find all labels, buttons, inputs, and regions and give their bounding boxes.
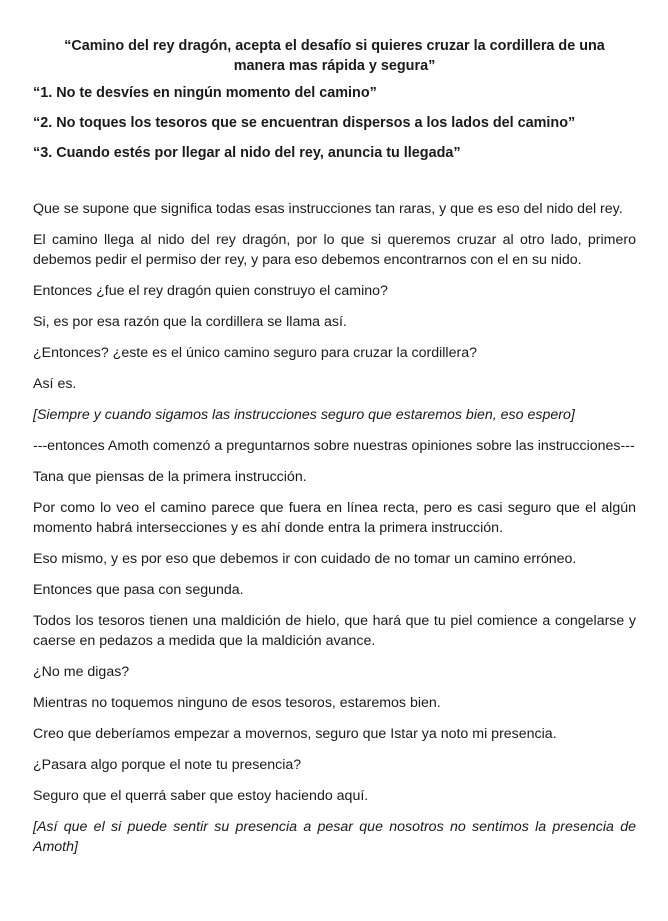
rule-2: “2. No toques los tesoros que se encuentran dispersos a los lados del camino” <box>33 115 576 131</box>
paragraph: Entonces ¿fue el rey dragón quien construyo el camino? <box>33 283 388 299</box>
document-title: “Camino del rey dragón, acepta el desafío si quieres cruzar la cordillera de una manera mas rápida y segura” <box>64 38 605 74</box>
thought-paragraph: [Así que el si puede sentir su presencia a pesar que nosotros no sentimos la presencia de Amoth] <box>33 819 636 855</box>
rule-1: “1. No te desvíes en ningún momento del camino” <box>33 85 377 101</box>
paragraph: Creo que deberíamos empezar a movernos, seguro que Istar ya noto mi presencia. <box>33 726 557 742</box>
paragraph: Que se supone que significa todas esas instrucciones tan raras, y que es eso del nido del rey. <box>33 201 623 217</box>
paragraph: ¿Entonces? ¿este es el único camino seguro para cruzar la cordillera? <box>33 345 477 361</box>
paragraph: Seguro que el querrá saber que estoy haciendo aquí. <box>33 788 369 804</box>
paragraph: Entonces que pasa con segunda. <box>33 582 244 598</box>
paragraph: Tana que piensas de la primera instrucción. <box>33 469 307 485</box>
paragraph: Por como lo veo el camino parece que fuera en línea recta, pero es casi seguro que el algún momento habrá intersecciones y es ahí donde entra la primera instrucción. <box>33 500 636 536</box>
paragraph: ¿No me digas? <box>33 664 130 680</box>
paragraph: El camino llega al nido del rey dragón, por lo que si queremos cruzar al otro lado, primero debemos pedir el permiso der rey, y para eso debemos encontrarnos con el en su nido. <box>33 232 636 268</box>
narration-paragraph: ---entonces Amoth comenzó a preguntarnos sobre nuestras opiniones sobre las instrucciones--- <box>33 438 635 454</box>
paragraph: Así es. <box>33 376 77 392</box>
paragraph: Mientras no toquemos ninguno de esos tesoros, estaremos bien. <box>33 695 441 711</box>
paragraph: Si, es por esa razón que la cordillera se llama así. <box>33 314 347 330</box>
thought-paragraph: [Siempre y cuando sigamos las instrucciones seguro que estaremos bien, eso espero] <box>33 407 575 423</box>
paragraph: Eso mismo, y es por eso que debemos ir con cuidado de no tomar un camino erróneo. <box>33 551 577 567</box>
paragraph: Todos los tesoros tienen una maldición de hielo, que hará que tu piel comience a congelarse y caerse en pedazos a medida que la maldición avance. <box>33 613 636 649</box>
paragraph: ¿Pasara algo porque el note tu presencia? <box>33 757 302 773</box>
section-spacer <box>33 173 636 199</box>
rule-3: “3. Cuando estés por llegar al nido del rey, anuncia tu llegada” <box>33 145 461 161</box>
